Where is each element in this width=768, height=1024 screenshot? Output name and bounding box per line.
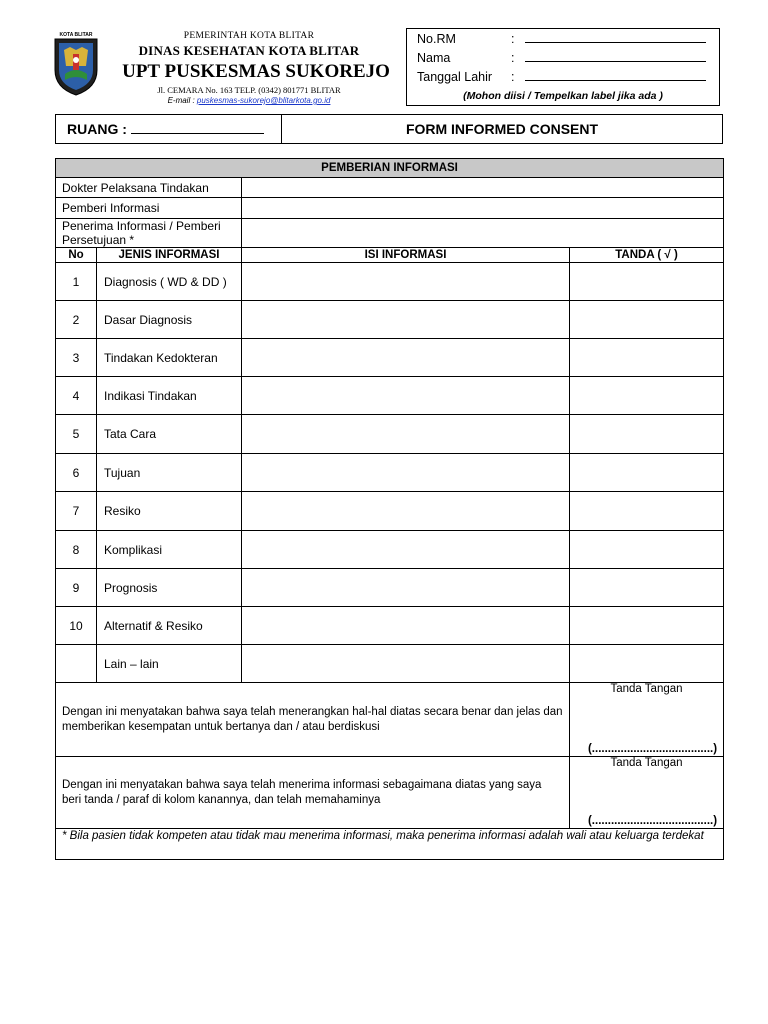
- tanda-cell[interactable]: [570, 301, 724, 339]
- table-row: [56, 569, 724, 607]
- isi-informasi-cell[interactable]: [242, 415, 570, 454]
- item-number: 9: [56, 569, 97, 607]
- tanda-cell[interactable]: [570, 531, 724, 569]
- table-row: [56, 645, 724, 683]
- field-label: Nama: [417, 51, 451, 65]
- ruang-label: RUANG :: [67, 121, 127, 137]
- tanda-cell[interactable]: [570, 454, 724, 492]
- penerima-informasi-field[interactable]: [242, 219, 724, 248]
- isi-informasi-cell[interactable]: [242, 569, 570, 607]
- column-header-jenis: JENIS INFORMASI: [97, 248, 242, 263]
- item-number: [56, 645, 97, 683]
- email-link[interactable]: puskesmas-sukorejo@blitarkota.go.id: [196, 96, 331, 105]
- city-emblem-logo: [51, 30, 101, 96]
- patient-identity-box: [406, 28, 720, 106]
- item-jenis: Alternatif & Resiko: [97, 607, 242, 645]
- declaration-text: Dengan ini menyatakan bahwa saya telah menerangkan hal-hal diatas secara benar dan jelas dan memberikan kesempatan untuk bertanya dan / atau berdiskusi: [56, 683, 570, 757]
- clinic-address: Jl. CEMARA No. 163 TELP. (0342) 801771 BLITAR: [157, 85, 341, 95]
- item-jenis: Tindakan Kedokteran: [97, 339, 242, 377]
- item-number: 7: [56, 492, 97, 531]
- info-row-label: Dokter Pelaksana Tindakan: [56, 178, 242, 198]
- item-number: 8: [56, 531, 97, 569]
- item-jenis: Dasar Diagnosis: [97, 301, 242, 339]
- item-number: 4: [56, 377, 97, 415]
- isi-informasi-cell[interactable]: [242, 263, 570, 301]
- pemberi-informasi-field[interactable]: [242, 198, 724, 219]
- signature-label: Tanda Tangan: [610, 757, 683, 769]
- isi-informasi-cell[interactable]: [242, 607, 570, 645]
- tanda-cell[interactable]: [570, 569, 724, 607]
- tanda-cell[interactable]: [570, 377, 724, 415]
- table-row: [56, 339, 724, 377]
- isi-informasi-cell[interactable]: [242, 492, 570, 531]
- form-title: FORM INFORMED CONSENT: [405, 121, 599, 137]
- declaration-row-giver: [56, 683, 724, 757]
- tanda-cell[interactable]: [570, 415, 724, 454]
- item-number: 10: [56, 607, 97, 645]
- table-row: [56, 377, 724, 415]
- tanda-cell[interactable]: [570, 339, 724, 377]
- no-rm-input-line[interactable]: [525, 33, 706, 43]
- table-row: [56, 531, 724, 569]
- ruang-input-line[interactable]: [131, 122, 264, 134]
- table-row: [56, 454, 724, 492]
- field-nama: Nama :: [417, 51, 706, 65]
- item-jenis: Tujuan: [97, 454, 242, 492]
- table-row: [56, 301, 724, 339]
- footnote: * Bila pasien tidak kompeten atau tidak mau menerima informasi, maka penerima informasi adalah wali atau keluarga terdekat: [56, 829, 724, 860]
- tanggal-lahir-input-line[interactable]: [525, 71, 706, 81]
- informed-consent-table: [55, 158, 724, 860]
- field-label: No.RM: [417, 32, 456, 46]
- field-tanggal-lahir: Tanggal Lahir :: [417, 70, 706, 84]
- item-jenis: Lain – lain: [97, 645, 242, 683]
- nama-input-line[interactable]: [525, 52, 706, 62]
- tanda-cell[interactable]: [570, 645, 724, 683]
- signature-cell[interactable]: [570, 757, 724, 829]
- isi-informasi-cell[interactable]: [242, 531, 570, 569]
- table-row: [56, 263, 724, 301]
- government-name: PEMERINTAH KOTA BLITAR: [183, 31, 315, 41]
- signature-line: (......................................): [587, 815, 718, 827]
- clinic-email-line: [115, 96, 383, 105]
- item-number: 2: [56, 301, 97, 339]
- tanda-cell[interactable]: [570, 607, 724, 645]
- item-number: 3: [56, 339, 97, 377]
- item-jenis: Prognosis: [97, 569, 242, 607]
- item-number: 1: [56, 263, 97, 301]
- tanda-cell[interactable]: [570, 492, 724, 531]
- dokter-pelaksana-field[interactable]: [242, 178, 724, 198]
- item-jenis: Diagnosis ( WD & DD ): [97, 263, 242, 301]
- item-jenis: Resiko: [97, 492, 242, 531]
- isi-informasi-cell[interactable]: [242, 377, 570, 415]
- table-row: [56, 492, 724, 531]
- item-jenis: Komplikasi: [97, 531, 242, 569]
- field-no-rm: No.RM :: [417, 32, 706, 46]
- table-row: [56, 607, 724, 645]
- isi-informasi-cell[interactable]: [242, 454, 570, 492]
- item-jenis: Indikasi Tindakan: [97, 377, 242, 415]
- info-row-label: Penerima Informasi / Pemberi Persetujuan *: [56, 219, 242, 248]
- clinic-name: UPT PUSKESMAS SUKOREJO: [122, 61, 390, 82]
- tanda-cell[interactable]: [570, 263, 724, 301]
- item-jenis: Tata Cara: [97, 415, 242, 454]
- health-office-name: DINAS KESEHATAN KOTA BLITAR: [138, 43, 360, 58]
- isi-informasi-cell[interactable]: [242, 301, 570, 339]
- ruang-field: [67, 121, 264, 137]
- item-number: 6: [56, 454, 97, 492]
- svg-text:KOTA BLITAR: KOTA BLITAR: [59, 32, 93, 38]
- signature-cell[interactable]: [570, 683, 724, 757]
- email-label: E-mail :: [167, 96, 197, 105]
- column-header-no: No: [56, 248, 97, 263]
- signature-line: (......................................): [587, 743, 718, 755]
- declaration-text: Dengan ini menyatakan bahwa saya telah menerima informasi sebagaimana diatas yang saya beri tanda / paraf di kolom kanannya, dan telah memahaminya: [56, 757, 570, 829]
- column-header-isi: ISI INFORMASI: [242, 248, 570, 263]
- isi-informasi-cell[interactable]: [242, 339, 570, 377]
- item-number: 5: [56, 415, 97, 454]
- signature-label: Tanda Tangan: [610, 683, 683, 695]
- declaration-row-receiver: [56, 757, 724, 829]
- section-heading: PEMBERIAN INFORMASI: [56, 159, 724, 178]
- isi-informasi-cell[interactable]: [242, 645, 570, 683]
- field-label: Tanggal Lahir: [417, 70, 493, 84]
- info-row-label: Pemberi Informasi: [56, 198, 242, 219]
- form-title-bar: [55, 114, 723, 144]
- table-row: [56, 415, 724, 454]
- label-instruction: (Mohon diisi / Tempelkan label jika ada ): [463, 90, 663, 102]
- column-header-tanda: TANDA ( √ ): [570, 248, 724, 263]
